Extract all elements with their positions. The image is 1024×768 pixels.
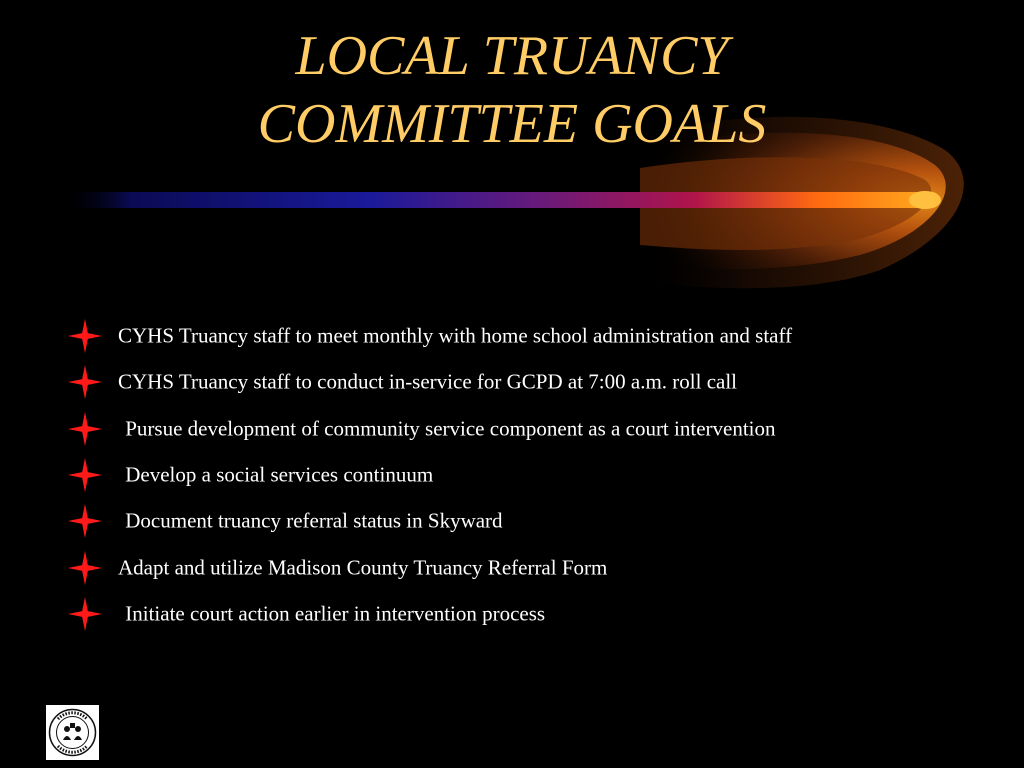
bullet-text: CYHS Truancy staff to conduct in-service for GCPD at 7:00 a.m. roll call [118,369,738,394]
bullet-item [66,359,1006,405]
bullet-text: Adapt and utilize Madison County Truancy Referral Form [118,555,608,580]
bullet-item [66,498,1006,544]
title-line-2: COMMITTEE GOALS [257,93,767,155]
bullet-text: Document truancy referral status in Skyward [120,508,503,533]
bullet-text: Develop a social services continuum [120,462,434,487]
bullet-item [66,591,1006,637]
seal-logo-icon [46,705,99,760]
bullet-item [66,544,1006,590]
bullet-item [66,313,1006,359]
red-star-bullet-icon [66,595,104,633]
red-star-bullet-icon [66,317,104,355]
goals-bullet-list [66,313,1006,637]
bullet-item [66,452,1006,498]
red-star-bullet-icon [66,410,104,448]
red-star-bullet-icon [66,549,104,587]
title-line-1: LOCAL TRUANCY [295,25,729,87]
organization-logo-icon [46,705,99,760]
red-star-bullet-icon [66,456,104,494]
bullet-text: Pursue development of community service component as a court intervention [120,416,776,441]
bullet-text: CYHS Truancy staff to meet monthly with home school administration and staff [118,323,793,348]
slide-title [0,22,1024,158]
red-star-bullet-icon [66,502,104,540]
bullet-text: Initiate court action earlier in intervention process [120,601,546,626]
red-star-bullet-icon [66,363,104,401]
bullet-item [66,406,1006,452]
